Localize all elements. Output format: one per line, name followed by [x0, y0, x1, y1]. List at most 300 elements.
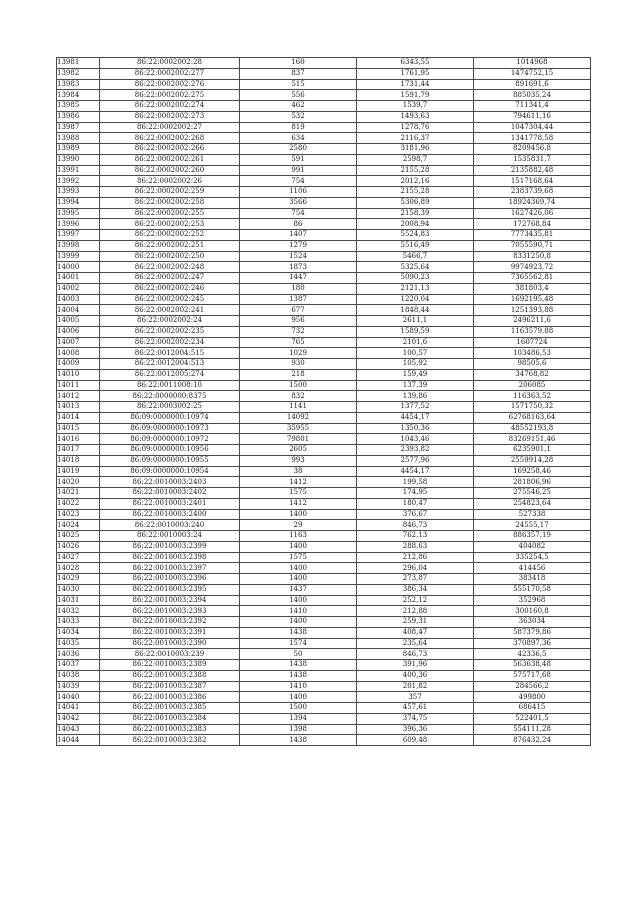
area-cell: 1410 — [240, 681, 357, 692]
cadastral-number-cell: 86:22:0002002:24 — [100, 316, 240, 327]
table-row — [57, 692, 591, 703]
cadastral-value-cell: 886357,19 — [474, 531, 591, 542]
unit-value-cell: 1350,36 — [357, 423, 474, 434]
unit-value-cell: 396,36 — [357, 724, 474, 735]
unit-value-cell: 5466,7 — [357, 251, 474, 262]
cadastral-value-cell: 169258,46 — [474, 466, 591, 477]
area-cell: 1279 — [240, 240, 357, 251]
table-row — [57, 305, 591, 316]
cadastral-value-cell: 1607724 — [474, 337, 591, 348]
cadastral-value-cell: 1251393,88 — [474, 305, 591, 316]
cadastral-number-cell: 86:22:0012005:274 — [100, 369, 240, 380]
cadastral-number-cell: 86:22:0002002:251 — [100, 240, 240, 251]
table-row — [57, 230, 591, 241]
cadastral-value-cell: 2559914,28 — [474, 455, 591, 466]
table-row — [57, 531, 591, 542]
unit-value-cell: 357 — [357, 692, 474, 703]
cadastral-number-cell: 86:22:0002002:276 — [100, 79, 240, 90]
unit-value-cell: 1848,44 — [357, 305, 474, 316]
row-number-cell: 14003 — [57, 294, 100, 305]
unit-value-cell: 2158,39 — [357, 208, 474, 219]
unit-value-cell: 273,87 — [357, 574, 474, 585]
unit-value-cell: 6343,55 — [357, 58, 474, 69]
table-row — [57, 165, 591, 176]
area-cell: 35955 — [240, 423, 357, 434]
row-number-cell: 14002 — [57, 283, 100, 294]
area-cell: 991 — [240, 165, 357, 176]
cadastral-value-cell: 48552193,8 — [474, 423, 591, 434]
row-number-cell: 14039 — [57, 681, 100, 692]
cadastral-value-cell: 284566,2 — [474, 681, 591, 692]
table-row — [57, 251, 591, 262]
unit-value-cell: 137,39 — [357, 380, 474, 391]
row-number-cell: 14010 — [57, 369, 100, 380]
cadastral-value-cell: 876432,24 — [474, 735, 591, 746]
cadastral-value-cell: 8331250,8 — [474, 251, 591, 262]
row-number-cell: 13989 — [57, 144, 100, 155]
unit-value-cell: 400,36 — [357, 670, 474, 681]
row-number-cell: 14016 — [57, 434, 100, 445]
table-row — [57, 90, 591, 101]
cadastral-number-cell: 86:22:0010003:2383 — [100, 724, 240, 735]
area-cell: 732 — [240, 326, 357, 337]
cadastral-number-cell: 86:22:0010003:2399 — [100, 541, 240, 552]
cadastral-value-cell: 499800 — [474, 692, 591, 703]
unit-value-cell: 2611,1 — [357, 316, 474, 327]
area-cell: 1400 — [240, 541, 357, 552]
unit-value-cell: 374,75 — [357, 713, 474, 724]
row-number-cell: 14032 — [57, 606, 100, 617]
unit-value-cell: 4454,17 — [357, 466, 474, 477]
area-cell: 1400 — [240, 509, 357, 520]
area-cell: 1400 — [240, 595, 357, 606]
cadastral-value-cell: 381803,4 — [474, 283, 591, 294]
cadastral-value-cell: 686415 — [474, 703, 591, 714]
unit-value-cell: 100,57 — [357, 348, 474, 359]
table-row — [57, 359, 591, 370]
area-cell: 38 — [240, 466, 357, 477]
table-row — [57, 380, 591, 391]
cadastral-number-cell: 86:22:0002002:274 — [100, 101, 240, 112]
row-number-cell: 13997 — [57, 230, 100, 241]
row-number-cell: 14012 — [57, 391, 100, 402]
table-row — [57, 402, 591, 413]
unit-value-cell: 846,73 — [357, 649, 474, 660]
table-row — [57, 563, 591, 574]
table-row — [57, 316, 591, 327]
cadastral-value-cell: 62768163,64 — [474, 412, 591, 423]
cadastral-number-cell: 86:22:0010003:2391 — [100, 627, 240, 638]
cadastral-value-cell: 2496211,6 — [474, 316, 591, 327]
area-cell: 591 — [240, 154, 357, 165]
unit-value-cell: 1278,76 — [357, 122, 474, 133]
unit-value-cell: 201,82 — [357, 681, 474, 692]
table-row — [57, 617, 591, 628]
table-row — [57, 670, 591, 681]
unit-value-cell: 2598,7 — [357, 154, 474, 165]
cadastral-number-cell: 86:22:0010003:239 — [100, 649, 240, 660]
table-row — [57, 627, 591, 638]
area-cell: 1400 — [240, 617, 357, 628]
table-row — [57, 101, 591, 112]
cadastral-value-cell: 335254,5 — [474, 552, 591, 563]
table-row — [57, 584, 591, 595]
area-cell: 832 — [240, 391, 357, 402]
area-cell: 3566 — [240, 197, 357, 208]
row-number-cell: 13996 — [57, 219, 100, 230]
row-number-cell: 14013 — [57, 402, 100, 413]
area-cell: 532 — [240, 111, 357, 122]
cadastral-value-cell: 18924369,74 — [474, 197, 591, 208]
unit-value-cell: 1589,59 — [357, 326, 474, 337]
unit-value-cell: 5306,89 — [357, 197, 474, 208]
area-cell: 1412 — [240, 477, 357, 488]
cadastral-value-cell: 1163579,88 — [474, 326, 591, 337]
unit-value-cell: 391,96 — [357, 660, 474, 671]
cadastral-value-cell: 563638,48 — [474, 660, 591, 671]
cadastral-number-cell: 86:09:0000000:10954 — [100, 466, 240, 477]
area-cell: 180 — [240, 283, 357, 294]
cadastral-value-cell: 587379,86 — [474, 627, 591, 638]
row-number-cell: 14024 — [57, 520, 100, 531]
cadastral-number-cell: 86:22:0002002:268 — [100, 133, 240, 144]
cadastral-value-cell: 1014968 — [474, 58, 591, 69]
unit-value-cell: 5325,64 — [357, 262, 474, 273]
table-row — [57, 638, 591, 649]
table-row — [57, 660, 591, 671]
table-row — [57, 326, 591, 337]
unit-value-cell: 5090,23 — [357, 273, 474, 284]
unit-value-cell: 1220,04 — [357, 294, 474, 305]
unit-value-cell: 2116,37 — [357, 133, 474, 144]
table-row — [57, 273, 591, 284]
unit-value-cell: 212,86 — [357, 552, 474, 563]
cadastral-number-cell: 86:22:0002002:255 — [100, 208, 240, 219]
cadastral-value-cell: 1517168,64 — [474, 176, 591, 187]
row-number-cell: 13986 — [57, 111, 100, 122]
cadastral-number-cell: 86:22:0002002:253 — [100, 219, 240, 230]
area-cell: 2580 — [240, 144, 357, 155]
table-row — [57, 391, 591, 402]
cadastral-number-cell: 86:22:0010003:2401 — [100, 498, 240, 509]
table-row — [57, 455, 591, 466]
cadastral-number-cell: 86:22:0002002:246 — [100, 283, 240, 294]
area-cell: 79801 — [240, 434, 357, 445]
area-cell: 634 — [240, 133, 357, 144]
row-number-cell: 13983 — [57, 79, 100, 90]
cadastral-number-cell: 86:22:0002002:273 — [100, 111, 240, 122]
area-cell: 956 — [240, 316, 357, 327]
table-row — [57, 735, 591, 746]
cadastral-value-cell: 575717,68 — [474, 670, 591, 681]
area-cell: 754 — [240, 208, 357, 219]
unit-value-cell: 1731,44 — [357, 79, 474, 90]
cadastral-number-cell: 86:22:0002002:252 — [100, 230, 240, 241]
table-row — [57, 434, 591, 445]
area-cell: 1400 — [240, 692, 357, 703]
cadastral-number-cell: 86:22:0002002:266 — [100, 144, 240, 155]
cadastral-number-cell: 86:22:0010003:2384 — [100, 713, 240, 724]
area-cell: 837 — [240, 68, 357, 79]
area-cell: 1387 — [240, 294, 357, 305]
unit-value-cell: 2101,6 — [357, 337, 474, 348]
cadastral-value-cell: 281806,96 — [474, 477, 591, 488]
row-number-cell: 14030 — [57, 584, 100, 595]
cadastral-number-cell: 86:22:0010003:2402 — [100, 488, 240, 499]
row-number-cell: 13988 — [57, 133, 100, 144]
area-cell: 1106 — [240, 187, 357, 198]
area-cell: 1029 — [240, 348, 357, 359]
unit-value-cell: 2393,82 — [357, 445, 474, 456]
cadastral-value-cell: 42336,5 — [474, 649, 591, 660]
table-row — [57, 337, 591, 348]
row-number-cell: 13981 — [57, 58, 100, 69]
cadastral-value-cell: 352968 — [474, 595, 591, 606]
row-number-cell: 14031 — [57, 595, 100, 606]
cadastral-number-cell: 86:09:0000000:10974 — [100, 412, 240, 423]
row-number-cell: 14026 — [57, 541, 100, 552]
row-number-cell: 13992 — [57, 176, 100, 187]
row-number-cell: 14004 — [57, 305, 100, 316]
table-row — [57, 606, 591, 617]
row-number-cell: 14020 — [57, 477, 100, 488]
cadastral-number-cell: 86:09:0000000:10956 — [100, 445, 240, 456]
cadastral-number-cell: 86:22:0010003:2382 — [100, 735, 240, 746]
cadastral-value-cell: 206085 — [474, 380, 591, 391]
table-row — [57, 423, 591, 434]
unit-value-cell: 762,13 — [357, 531, 474, 542]
table-row — [57, 122, 591, 133]
area-cell: 1575 — [240, 488, 357, 499]
row-number-cell: 14038 — [57, 670, 100, 681]
row-number-cell: 13987 — [57, 122, 100, 133]
unit-value-cell: 3181,96 — [357, 144, 474, 155]
cadastral-value-cell: 2135882,48 — [474, 165, 591, 176]
unit-value-cell: 212,88 — [357, 606, 474, 617]
unit-value-cell: 2008,94 — [357, 219, 474, 230]
cadastral-value-cell: 885035,24 — [474, 90, 591, 101]
unit-value-cell: 386,34 — [357, 584, 474, 595]
area-cell: 754 — [240, 176, 357, 187]
cadastral-value-cell: 254823,64 — [474, 498, 591, 509]
unit-value-cell: 4454,17 — [357, 412, 474, 423]
unit-value-cell: 105,92 — [357, 359, 474, 370]
cadastral-number-cell: 86:09:0000000:10973 — [100, 423, 240, 434]
area-cell: 556 — [240, 90, 357, 101]
area-cell: 993 — [240, 455, 357, 466]
row-number-cell: 14023 — [57, 509, 100, 520]
cadastral-value-cell: 554111,28 — [474, 724, 591, 735]
row-number-cell: 14014 — [57, 412, 100, 423]
cadastral-number-cell: 86:22:0010003:2393 — [100, 606, 240, 617]
cadastral-value-cell: 7773435,81 — [474, 230, 591, 241]
cadastral-number-cell: 86:22:0010003:2394 — [100, 595, 240, 606]
table-row — [57, 412, 591, 423]
cadastral-value-cell: 711341,4 — [474, 101, 591, 112]
unit-value-cell: 2155,28 — [357, 187, 474, 198]
area-cell: 462 — [240, 101, 357, 112]
row-number-cell: 14029 — [57, 574, 100, 585]
area-cell: 1394 — [240, 713, 357, 724]
unit-value-cell: 408,47 — [357, 627, 474, 638]
area-cell: 2605 — [240, 445, 357, 456]
area-cell: 160 — [240, 58, 357, 69]
cadastral-value-cell: 527338 — [474, 509, 591, 520]
table-row — [57, 541, 591, 552]
table-row — [57, 574, 591, 585]
cadastral-number-cell: 86:22:0010003:2387 — [100, 681, 240, 692]
area-cell: 515 — [240, 79, 357, 90]
unit-value-cell: 1539,7 — [357, 101, 474, 112]
area-cell: 1438 — [240, 627, 357, 638]
unit-value-cell: 159,49 — [357, 369, 474, 380]
table-row — [57, 466, 591, 477]
area-cell: 1412 — [240, 498, 357, 509]
cadastral-number-cell: 86:22:0010003:2389 — [100, 660, 240, 671]
cadastral-number-cell: 86:22:0011008:10 — [100, 380, 240, 391]
table-row — [57, 58, 591, 69]
table-row — [57, 144, 591, 155]
table-row — [57, 208, 591, 219]
cadastral-value-cell: 891691,6 — [474, 79, 591, 90]
cadastral-value-cell: 9974923,72 — [474, 262, 591, 273]
cadastral-number-cell: 86:22:0010003:2386 — [100, 692, 240, 703]
table-row — [57, 283, 591, 294]
area-cell: 1524 — [240, 251, 357, 262]
cadastral-number-cell: 86:22:0010003:2385 — [100, 703, 240, 714]
table-row — [57, 595, 591, 606]
row-number-cell: 14033 — [57, 617, 100, 628]
table-row — [57, 219, 591, 230]
row-number-cell: 14001 — [57, 273, 100, 284]
row-number-cell: 14021 — [57, 488, 100, 499]
unit-value-cell: 1493,63 — [357, 111, 474, 122]
area-cell: 1400 — [240, 563, 357, 574]
cadastral-value-cell: 1571750,32 — [474, 402, 591, 413]
cadastral-number-cell: 86:22:0010003:2395 — [100, 584, 240, 595]
cadastral-number-cell: 86:22:0010003:2403 — [100, 477, 240, 488]
cadastral-value-table — [56, 57, 591, 746]
area-cell: 1438 — [240, 735, 357, 746]
cadastral-number-cell: 86:22:0002002:275 — [100, 90, 240, 101]
cadastral-value-cell: 103486,53 — [474, 348, 591, 359]
cadastral-value-cell: 8209456,8 — [474, 144, 591, 155]
table-row — [57, 68, 591, 79]
area-cell: 50 — [240, 649, 357, 660]
area-cell: 14092 — [240, 412, 357, 423]
row-number-cell: 13984 — [57, 90, 100, 101]
cadastral-number-cell: 86:22:0002002:26 — [100, 176, 240, 187]
row-number-cell: 14009 — [57, 359, 100, 370]
cadastral-value-cell: 522401,5 — [474, 713, 591, 724]
table-row — [57, 520, 591, 531]
cadastral-value-cell: 98505,6 — [474, 359, 591, 370]
cadastral-number-cell: 86:22:0010003:240 — [100, 520, 240, 531]
cadastral-number-cell: 86:22:0012004:513 — [100, 359, 240, 370]
area-cell: 930 — [240, 359, 357, 370]
row-number-cell: 14008 — [57, 348, 100, 359]
table-row — [57, 369, 591, 380]
table-row — [57, 111, 591, 122]
table-row — [57, 79, 591, 90]
table-row — [57, 176, 591, 187]
cadastral-value-cell: 1474752,15 — [474, 68, 591, 79]
table-row — [57, 262, 591, 273]
cadastral-number-cell: 86:22:0002002:248 — [100, 262, 240, 273]
cadastral-number-cell: 86:22:0010003:2400 — [100, 509, 240, 520]
table-row — [57, 713, 591, 724]
cadastral-number-cell: 86:09:0000000:10955 — [100, 455, 240, 466]
row-number-cell: 14007 — [57, 337, 100, 348]
row-number-cell: 14000 — [57, 262, 100, 273]
unit-value-cell: 2012,16 — [357, 176, 474, 187]
table-row — [57, 187, 591, 198]
cadastral-value-cell: 1341778,58 — [474, 133, 591, 144]
area-cell: 1500 — [240, 380, 357, 391]
cadastral-number-cell: 86:22:0012004:515 — [100, 348, 240, 359]
cadastral-value-cell: 24555,17 — [474, 520, 591, 531]
row-number-cell: 13995 — [57, 208, 100, 219]
cadastral-number-cell: 86:22:0010003:2396 — [100, 574, 240, 585]
area-cell: 1873 — [240, 262, 357, 273]
row-number-cell: 14037 — [57, 660, 100, 671]
cadastral-value-cell: 1535831,7 — [474, 154, 591, 165]
cadastral-number-cell: 86:22:0002002:260 — [100, 165, 240, 176]
table-row — [57, 552, 591, 563]
unit-value-cell: 1761,95 — [357, 68, 474, 79]
cadastral-number-cell: 86:22:0002002:241 — [100, 305, 240, 316]
cadastral-value-cell: 383418 — [474, 574, 591, 585]
unit-value-cell: 1043,46 — [357, 434, 474, 445]
cadastral-number-cell: 86:09:0000000:10972 — [100, 434, 240, 445]
row-number-cell: 14028 — [57, 563, 100, 574]
row-number-cell: 13999 — [57, 251, 100, 262]
unit-value-cell: 174,95 — [357, 488, 474, 499]
row-number-cell: 14011 — [57, 380, 100, 391]
cadastral-number-cell: 86:22:0010003:24 — [100, 531, 240, 542]
area-cell: 1407 — [240, 230, 357, 241]
cadastral-value-cell: 172768,84 — [474, 219, 591, 230]
area-cell: 218 — [240, 369, 357, 380]
row-number-cell: 14035 — [57, 638, 100, 649]
table-body — [57, 58, 591, 746]
cadastral-value-cell: 794611,16 — [474, 111, 591, 122]
table-row — [57, 197, 591, 208]
cadastral-value-cell: 1627426,06 — [474, 208, 591, 219]
cadastral-number-cell: 86:22:0010003:2392 — [100, 617, 240, 628]
row-number-cell: 14042 — [57, 713, 100, 724]
cadastral-value-cell: 7365562,81 — [474, 273, 591, 284]
cadastral-value-cell: 6235901,1 — [474, 445, 591, 456]
row-number-cell: 14036 — [57, 649, 100, 660]
table-row — [57, 649, 591, 660]
cadastral-number-cell: 86:22:0002002:27 — [100, 122, 240, 133]
unit-value-cell: 235,64 — [357, 638, 474, 649]
row-number-cell: 14025 — [57, 531, 100, 542]
row-number-cell: 13993 — [57, 187, 100, 198]
unit-value-cell: 1591,79 — [357, 90, 474, 101]
cadastral-number-cell: 86:22:0010003:2388 — [100, 670, 240, 681]
row-number-cell: 14018 — [57, 455, 100, 466]
row-number-cell: 14005 — [57, 316, 100, 327]
cadastral-value-cell: 300160,8 — [474, 606, 591, 617]
cadastral-value-cell: 1692195,48 — [474, 294, 591, 305]
area-cell: 1438 — [240, 660, 357, 671]
table-row — [57, 681, 591, 692]
unit-value-cell: 376,67 — [357, 509, 474, 520]
table-row — [57, 477, 591, 488]
cadastral-number-cell: 86:22:0002002:247 — [100, 273, 240, 284]
